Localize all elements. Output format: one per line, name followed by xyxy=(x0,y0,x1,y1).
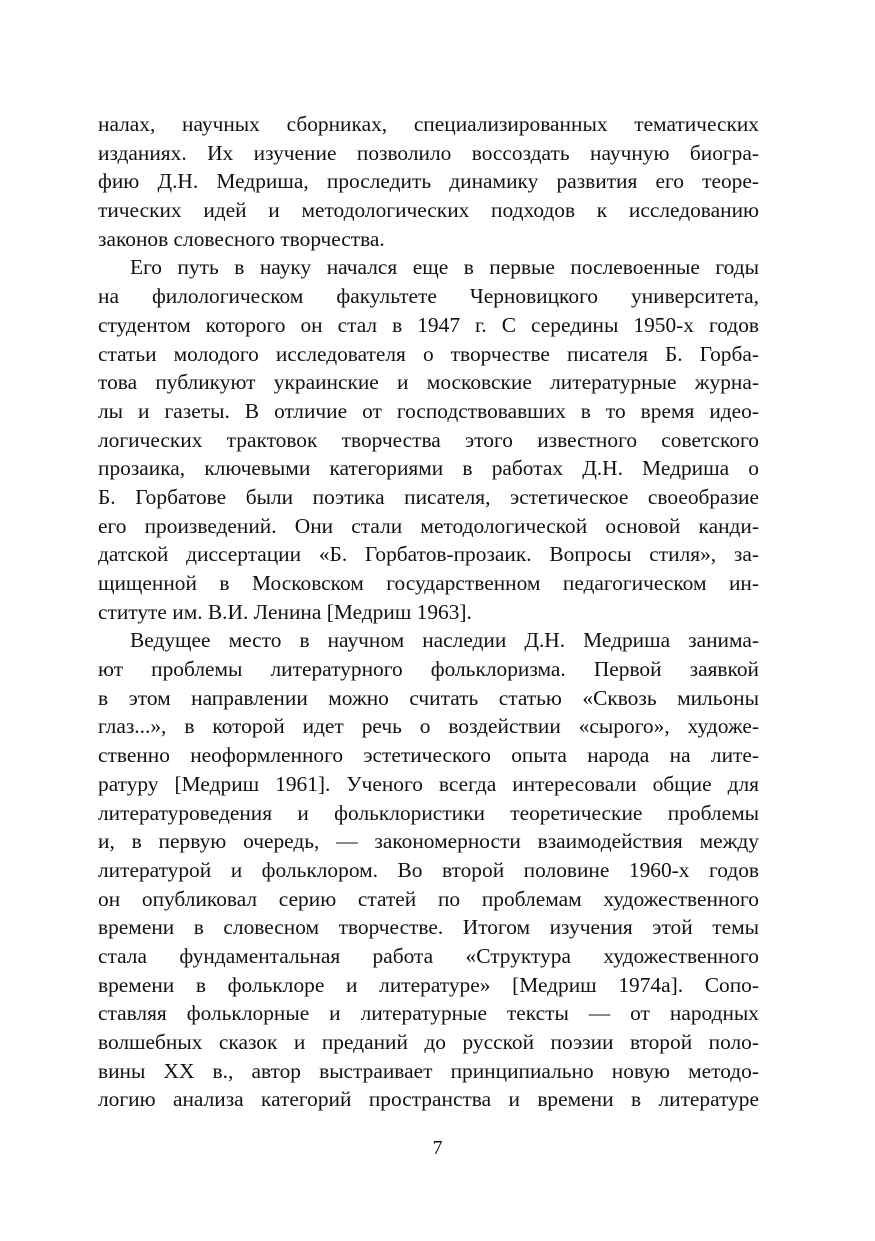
text-line: волшебных сказок и преданий до русской поэзии второй поло- xyxy=(98,1030,759,1054)
text-line: глаз...», в которой идет речь о воздействии «сырого», художе- xyxy=(98,714,759,739)
text-line: ратуру [Медриш 1961]. Ученого всегда интересовали общие для xyxy=(98,771,759,796)
text-line: логических трактовок творчества этого известного советского xyxy=(98,427,759,452)
text-line: на филологическом факультете Черновицкого университета, xyxy=(98,284,759,309)
text-line: тических идей и методологических подходов к исследованию xyxy=(98,198,759,223)
text-line: прозаика, ключевыми категориями в работах Д.Н. Медриша о xyxy=(98,456,759,481)
text-line: ют проблемы литературного фольклоризма. Первой заявкой xyxy=(98,657,759,682)
text-line: логию анализа категорий пространства и времени в литературе xyxy=(98,1087,759,1112)
text-line: Б. Горбатове были поэтика писателя, эстетическое своеобразие xyxy=(98,484,759,509)
text-line: това публикуют украинские и московские литературные журна- xyxy=(98,370,759,395)
text-line: ставляя фольклорные и литературные тексты — от народных xyxy=(98,1001,759,1026)
text-line: студентом которого он стал в 1947 г. С середины 1950-х годов xyxy=(98,312,759,337)
text-line: вины XX в., автор выстраивает принципиально новую методо- xyxy=(98,1058,759,1083)
text-line: времени в словесном творчестве. Итогом изучения этой темы xyxy=(98,915,759,940)
text-line: и, в первую очередь, — закономерности взаимодействия между xyxy=(98,829,759,854)
text-line: щищенной в Московском государственном педагогическом ин- xyxy=(98,571,759,595)
text-line: в этом направлении можно считать статью «Сквозь мильоны xyxy=(98,685,759,710)
text-line: он опубликовал серию статей по проблемам художественного xyxy=(98,886,759,911)
text-line: его произведений. Они стали методологической основой канди- xyxy=(98,513,759,538)
text-line: Ведущее место в научном наследии Д.Н. Медриша занима- xyxy=(130,628,759,653)
text-line: датской диссертации «Б. Горбатов-прозаик. Вопросы стиля», за- xyxy=(98,542,759,567)
text-line: изданиях. Их изучение позволило воссоздать научную биогра- xyxy=(98,140,759,165)
page-number: 7 xyxy=(432,1137,443,1159)
text-line: фию Д.Н. Медриша, проследить динамику развития его теоре- xyxy=(98,169,759,194)
text-line: налах, научных сборниках, специализированных тематических xyxy=(98,112,759,136)
text-line: лы и газеты. В отличие от господствовавших в то время идео- xyxy=(98,398,759,423)
text-line: литературой и фольклором. Во второй половине 1960-х годов xyxy=(98,857,759,882)
page-body xyxy=(98,110,759,1114)
text-line: законов словесного творчества. xyxy=(98,226,385,251)
text-line: статьи молодого исследователя о творчестве писателя Б. Горба- xyxy=(98,341,759,366)
paragraph-3 xyxy=(98,626,759,1114)
text-line: ственно неоформленного эстетического опыта народа на лите- xyxy=(98,743,759,768)
text-line: Его путь в науку начался еще в первые послевоенные годы xyxy=(130,255,759,280)
text-line: ституте им. В.И. Ленина [Медриш 1963]. xyxy=(98,599,472,624)
paragraph-1 xyxy=(98,110,759,253)
paragraph-2 xyxy=(98,253,759,626)
text-line: стала фундаментальная работа «Структура художественного xyxy=(98,943,759,968)
text-line: времени в фольклоре и литературе» [Медриш 1974а]. Сопо- xyxy=(98,972,759,997)
text-line: литературоведения и фольклористики теоретические проблемы xyxy=(98,800,759,825)
